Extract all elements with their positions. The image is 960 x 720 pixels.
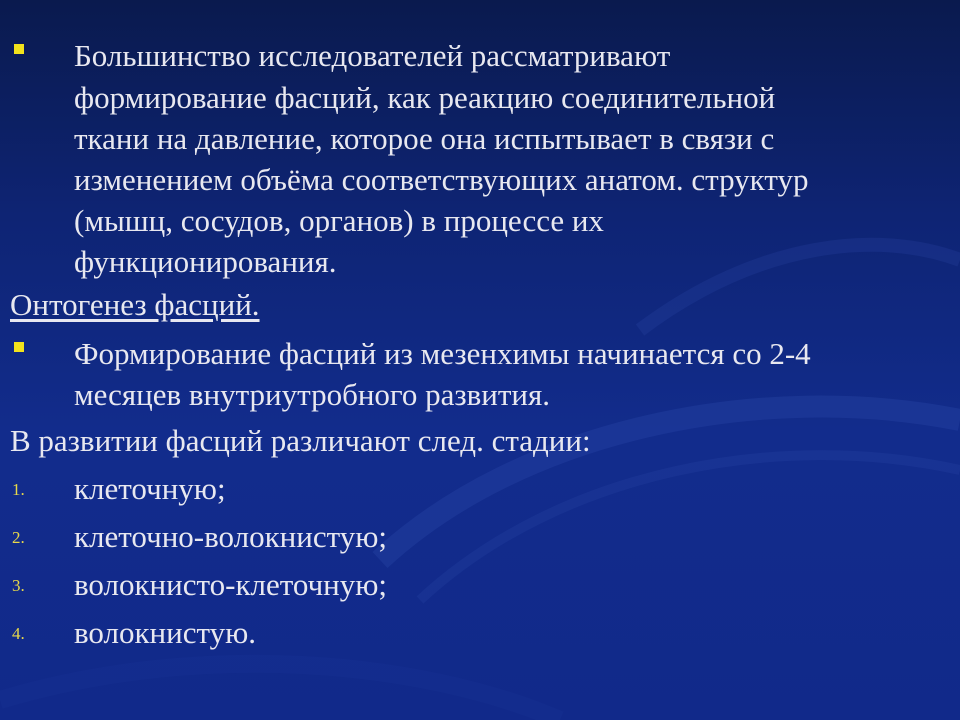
stage-number-4: 4. <box>12 624 25 643</box>
stage-text-4: волокнистую. <box>74 615 257 650</box>
para1-line-1: Большинство исследователей рассматривают <box>74 38 671 73</box>
stages-intro: В развитии фасций различают след. стадии: <box>10 423 591 458</box>
stage-text-3: волокнисто-клеточную; <box>74 567 388 602</box>
section-heading: Онтогенез фасций. <box>10 287 260 322</box>
stage-text-1: клеточную; <box>74 471 226 506</box>
para1-line-4: изменением объёма соответствующих анатом. структур <box>74 162 809 197</box>
para2-line-2: месяцев внутриутробного развития. <box>74 377 551 412</box>
para1-line-6: функционирования. <box>74 244 337 279</box>
para1-line-5: (мышц, сосудов, органов) в процессе их <box>74 203 604 238</box>
stage-number-2: 2. <box>12 528 25 547</box>
stage-number-1: 1. <box>12 480 25 499</box>
para1-line-3: ткани на давление, которое она испытывает в связи с <box>74 121 775 156</box>
bullet-square-icon <box>14 342 24 352</box>
para1-line-2: формирование фасций, как реакцию соединительной <box>74 80 776 115</box>
stage-number-3: 3. <box>12 576 25 595</box>
bullet-square-icon <box>14 44 24 54</box>
stage-text-2: клеточно-волокнистую; <box>74 519 388 554</box>
para2-line-1: Формирование фасций из мезенхимы начинается со 2-4 <box>74 336 811 371</box>
